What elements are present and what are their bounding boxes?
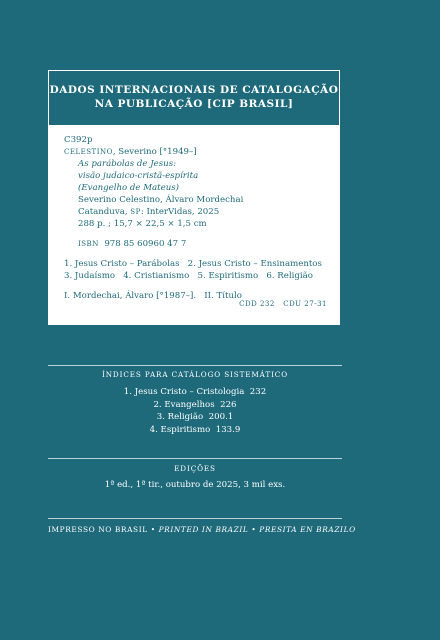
author-rest: , Severino [°1949–]	[112, 147, 197, 157]
printed-eo: PRESITA EN BRAZILO	[259, 525, 356, 534]
subjects-line-2: 3. Judaísmo 4. Cristianismo 5. Espiritismo 6. Religião	[64, 271, 313, 281]
physical-description: 288 p. ; 15,7 × 22,5 × 1,5 cm	[78, 219, 207, 229]
author-entry	[64, 146, 339, 158]
subjects-line-1: 1. Jesus Cristo – Parábolas 2. Jesus Cristo – Ensinamentos	[64, 259, 322, 269]
index-item-4: 4. Espiritismo 133.9	[149, 424, 241, 435]
indices-list	[48, 386, 342, 436]
divider-edicoes	[48, 458, 342, 459]
title-line-2: visão judaico-cristã-espírita	[78, 171, 199, 181]
cip-body	[49, 126, 339, 324]
cdd-code: CDD 232	[239, 300, 275, 308]
divider-footer	[48, 518, 342, 519]
printed-en: PRINTED IN BRAZIL	[158, 525, 249, 534]
title-line-3: (Evangelho de Mateus)	[78, 183, 179, 193]
cip-header	[49, 71, 339, 126]
cip-header-line2: NA PUBLICAÇÃO [CIP BRASIL]	[94, 98, 294, 110]
indices-label: ÍNDICES PARA CATÁLOGO SISTEMÁTICO	[101, 370, 289, 379]
entry-details	[64, 158, 339, 250]
edicoes-text: 1ª ed., 1ª tir., outubro de 2025, 3 mil exs.	[104, 480, 286, 490]
cip-header-line1: DADOS INTERNACIONAIS DE CATALOGAÇÃO	[49, 84, 339, 96]
divider-indices	[48, 365, 342, 366]
imprint-state: SP	[130, 208, 141, 216]
printed-pt: IMPRESSO NO BRASIL	[48, 525, 148, 534]
imprint-place: Catanduva,	[78, 207, 131, 217]
title-line-1: As parábolas de Jesus:	[78, 159, 176, 169]
authors-line: Severino Celestino, Álvaro Mordechai	[78, 195, 244, 205]
index-item-2: 2. Evangelhos 226	[153, 399, 237, 410]
classification-line	[233, 298, 327, 310]
author-surname: CELESTINO	[64, 148, 113, 156]
imprint-publisher: : InterVidas, 2025	[140, 207, 220, 217]
index-item-1: 1. Jesus Cristo – Cristologia 232	[123, 387, 267, 397]
imprint-line	[78, 206, 339, 218]
separator-2: •	[251, 525, 257, 534]
separator-1: •	[150, 525, 156, 534]
edicoes-label: EDIÇÕES	[174, 464, 216, 473]
index-item-3: 3. Religião 200.1	[156, 412, 234, 422]
cdu-code: CDU 27-31	[283, 300, 327, 308]
added-entries: I. Mordechai, Álvaro [°1987–]. II. Título	[64, 291, 242, 301]
printed-in-line	[48, 525, 356, 534]
isbn-line	[78, 238, 339, 250]
call-number: C392p	[64, 135, 93, 145]
isbn-number: 978 85 60960 47 7	[104, 239, 187, 249]
isbn-label: ISBN	[78, 240, 99, 248]
cip-record-box	[48, 70, 340, 325]
